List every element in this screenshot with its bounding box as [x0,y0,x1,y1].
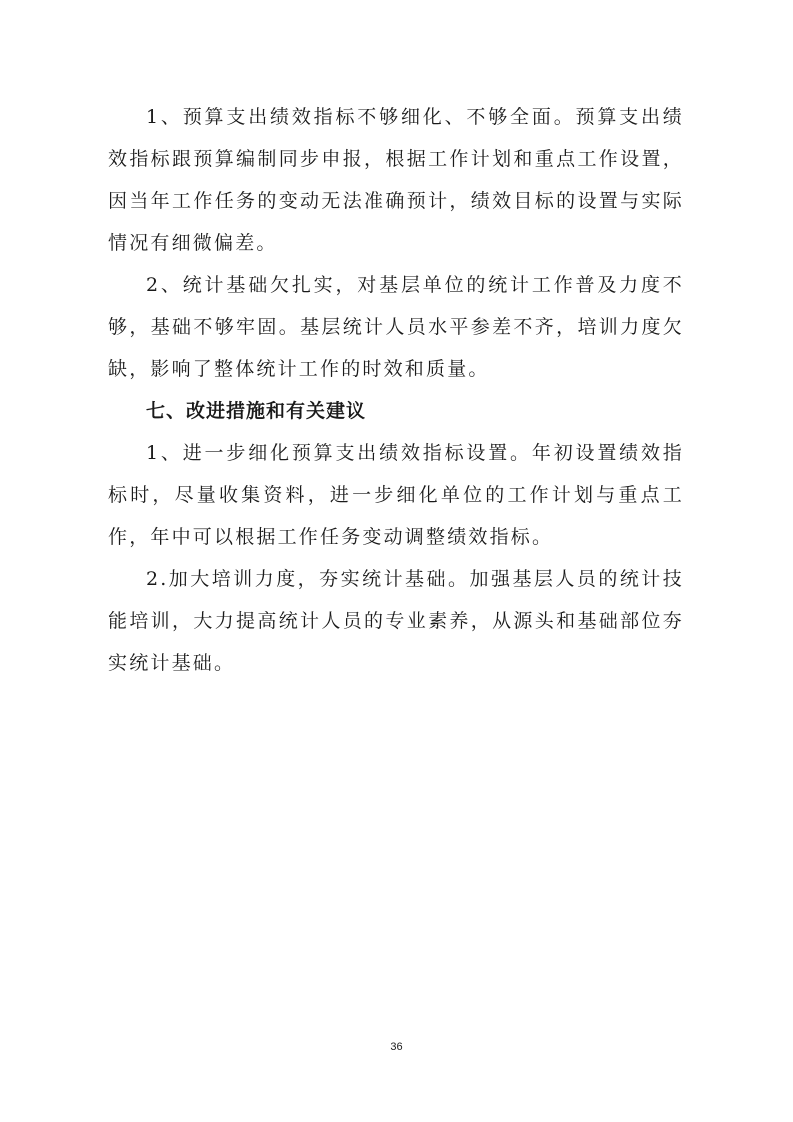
paragraph-issue-1: 1、预算支出绩效指标不够细化、不够全面。预算支出绩效指标跟预算编制同步申报，根据工作计划和重点工作设置，因当年工作任务的变动无法准确预计，绩效目标的设置与实际情况有细微偏差。 [108,106,684,254]
page-number: 36 [390,1041,403,1053]
section-heading: 七、改进措施和有关建议 [146,400,367,422]
paragraph-issue-2: 2、统计基础欠扎实，对基层单位的统计工作普及力度不够，基础不够牢固。基层统计人员水平参差不齐，培训力度欠缺，影响了整体统计工作的时效和质量。 [108,274,684,380]
document-body [108,96,684,684]
paragraph-suggestion-2: 2.加大培训力度，夯实统计基础。加强基层人员的统计技能培训，大力提高统计人员的专业素养，从源头和基础部位夯实统计基础。 [108,568,684,674]
paragraph-suggestion-1: 1、进一步细化预算支出绩效指标设置。年初设置绩效指标时，尽量收集资料，进一步细化单位的工作计划与重点工作，年中可以根据工作任务变动调整绩效指标。 [108,442,684,548]
